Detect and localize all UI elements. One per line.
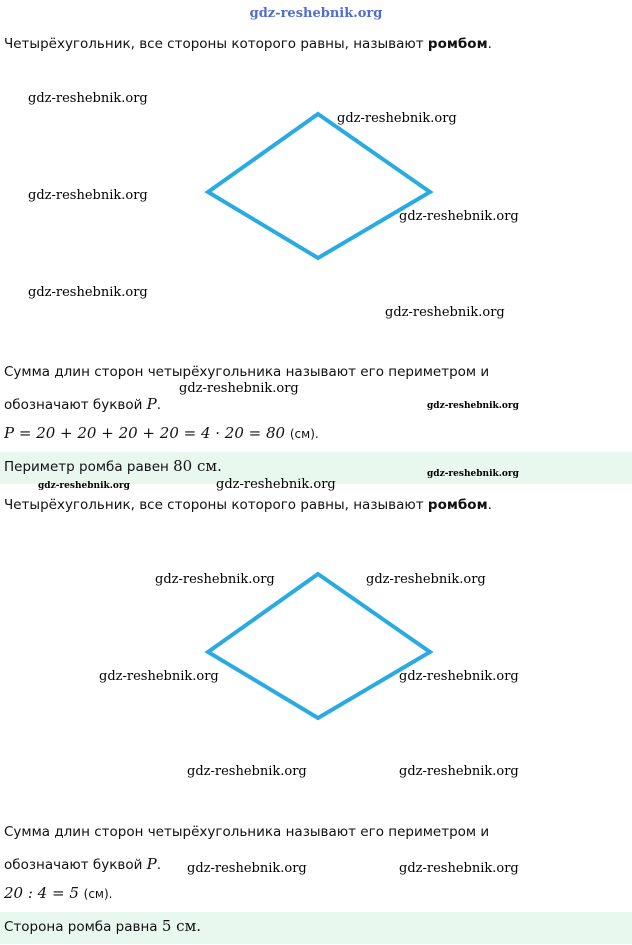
perimeter-text-1-line2-a: обозначают буквой [4,397,147,413]
perimeter-symbol-p: P [146,855,157,873]
watermark-text: gdz-reshebnik.org [99,669,219,684]
watermark-text-small: gdz-reshebnik.org [38,481,130,491]
formula-1-expression: P = 20 + 20 + 20 + 20 = 4 · 20 = 80 [4,424,286,442]
perimeter-text-2-line2-c: . [156,857,162,873]
watermark-text: gdz-reshebnik.org [399,669,519,684]
perimeter-symbol-p: P [146,395,157,413]
watermark-text: gdz-reshebnik.org [399,764,519,779]
answer-1-text [4,457,222,475]
perimeter-text-1-line1: Сумма длин сторон четырёхугольника называют его периметром и [4,364,490,380]
watermark-text: gdz-reshebnik.org [28,188,148,203]
perimeter-text-1-line2 [4,393,161,417]
rhombus-figure-2 [202,566,434,726]
formula-1-unit: (см). [289,427,319,441]
perimeter-text-2-line2 [4,853,161,877]
rhombus-figure-1 [202,106,434,266]
formula-2 [4,884,112,902]
definition-2-bold: ромбом [427,497,488,513]
definition-2-suffix: . [487,497,492,513]
watermark-text: gdz-reshebnik.org [216,477,336,492]
perimeter-text-1-line2-c: . [156,397,162,413]
answer-2-value: 5 см. [161,917,202,935]
formula-2-unit: (см). [83,887,113,901]
definition-2-text [4,494,492,517]
definition-2-prefix: Четырёхугольник, все стороны которого равны, называют [4,497,428,513]
watermark-text: gdz-reshebnik.org [187,861,307,876]
watermark-text: gdz-reshebnik.org [399,209,519,224]
answer-2-label: Сторона ромба равна [4,919,162,935]
watermark-text-small: gdz-reshebnik.org [427,401,519,411]
definition-1-prefix: Четырёхугольник, все стороны которого равны, называют [4,36,428,52]
answer-2-text [4,917,201,935]
definition-1-suffix: . [487,36,492,52]
watermark-text: gdz-reshebnik.org [28,285,148,300]
watermark-top-center: gdz-reshebnik.org [249,6,383,21]
answer-1-label: Периметр ромба равен [4,459,174,475]
formula-2-expression: 20 : 4 = 5 [4,884,79,902]
watermark-text: gdz-reshebnik.org [28,91,148,106]
formula-1 [4,424,319,442]
answer-1-value: 80 см. [173,457,222,475]
definition-1-bold: ромбом [427,36,488,52]
watermark-text: gdz-reshebnik.org [337,111,457,126]
watermark-text: gdz-reshebnik.org [155,572,275,587]
watermark-text: gdz-reshebnik.org [179,381,299,396]
watermark-text: gdz-reshebnik.org [385,305,505,320]
definition-1-text [4,33,492,56]
watermark-text: gdz-reshebnik.org [399,861,519,876]
perimeter-text-2-line2-a: обозначают буквой [4,857,147,873]
watermark-text: gdz-reshebnik.org [366,572,486,587]
perimeter-text-2-line1: Сумма длин сторон четырёхугольника называют его периметром и [4,824,490,840]
watermark-text: gdz-reshebnik.org [187,764,307,779]
watermark-text-small: gdz-reshebnik.org [427,469,519,479]
